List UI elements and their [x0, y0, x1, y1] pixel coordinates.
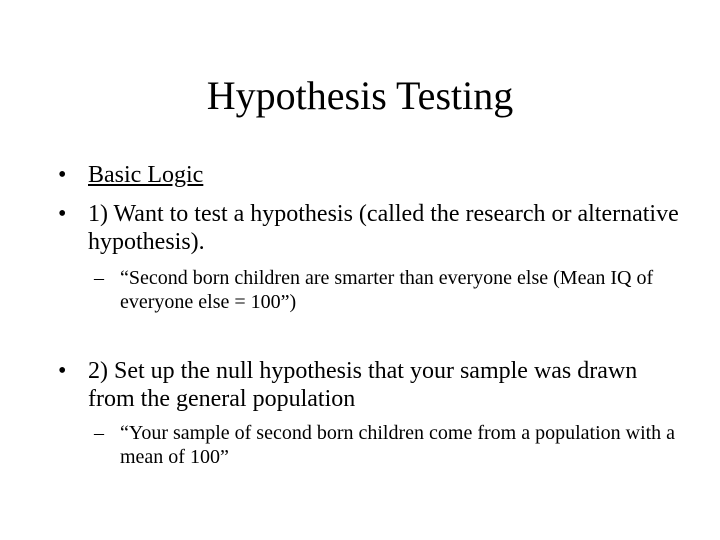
bullet-marker: • — [58, 201, 67, 227]
subbullet-text: “Your sample of second born children come from a population with a mean of 100” — [120, 422, 676, 468]
subbullet-text: “Second born children are smarter than everyone else (Mean IQ of everyone else = 100”) — [120, 267, 654, 313]
bullet-basic-logic — [58, 161, 688, 189]
bullet-marker: • — [58, 358, 67, 384]
bullet-null-hypothesis — [58, 357, 688, 413]
subbullet-marker: – — [94, 267, 104, 289]
subbullet-example-claim — [94, 266, 700, 314]
bullet-research-hypothesis — [58, 200, 688, 256]
bullet-text: 1) Want to test a hypothesis (called the research or alternative hypothesis). — [88, 201, 679, 255]
bullet-marker: • — [58, 162, 67, 188]
slide-title: Hypothesis Testing — [206, 73, 514, 118]
subbullet-marker: – — [94, 422, 104, 444]
subbullet-null-example — [94, 421, 700, 469]
bullet-text: Basic Logic — [88, 162, 204, 188]
bullet-text: 2) Set up the null hypothesis that your sample was drawn from the general population — [88, 358, 638, 412]
